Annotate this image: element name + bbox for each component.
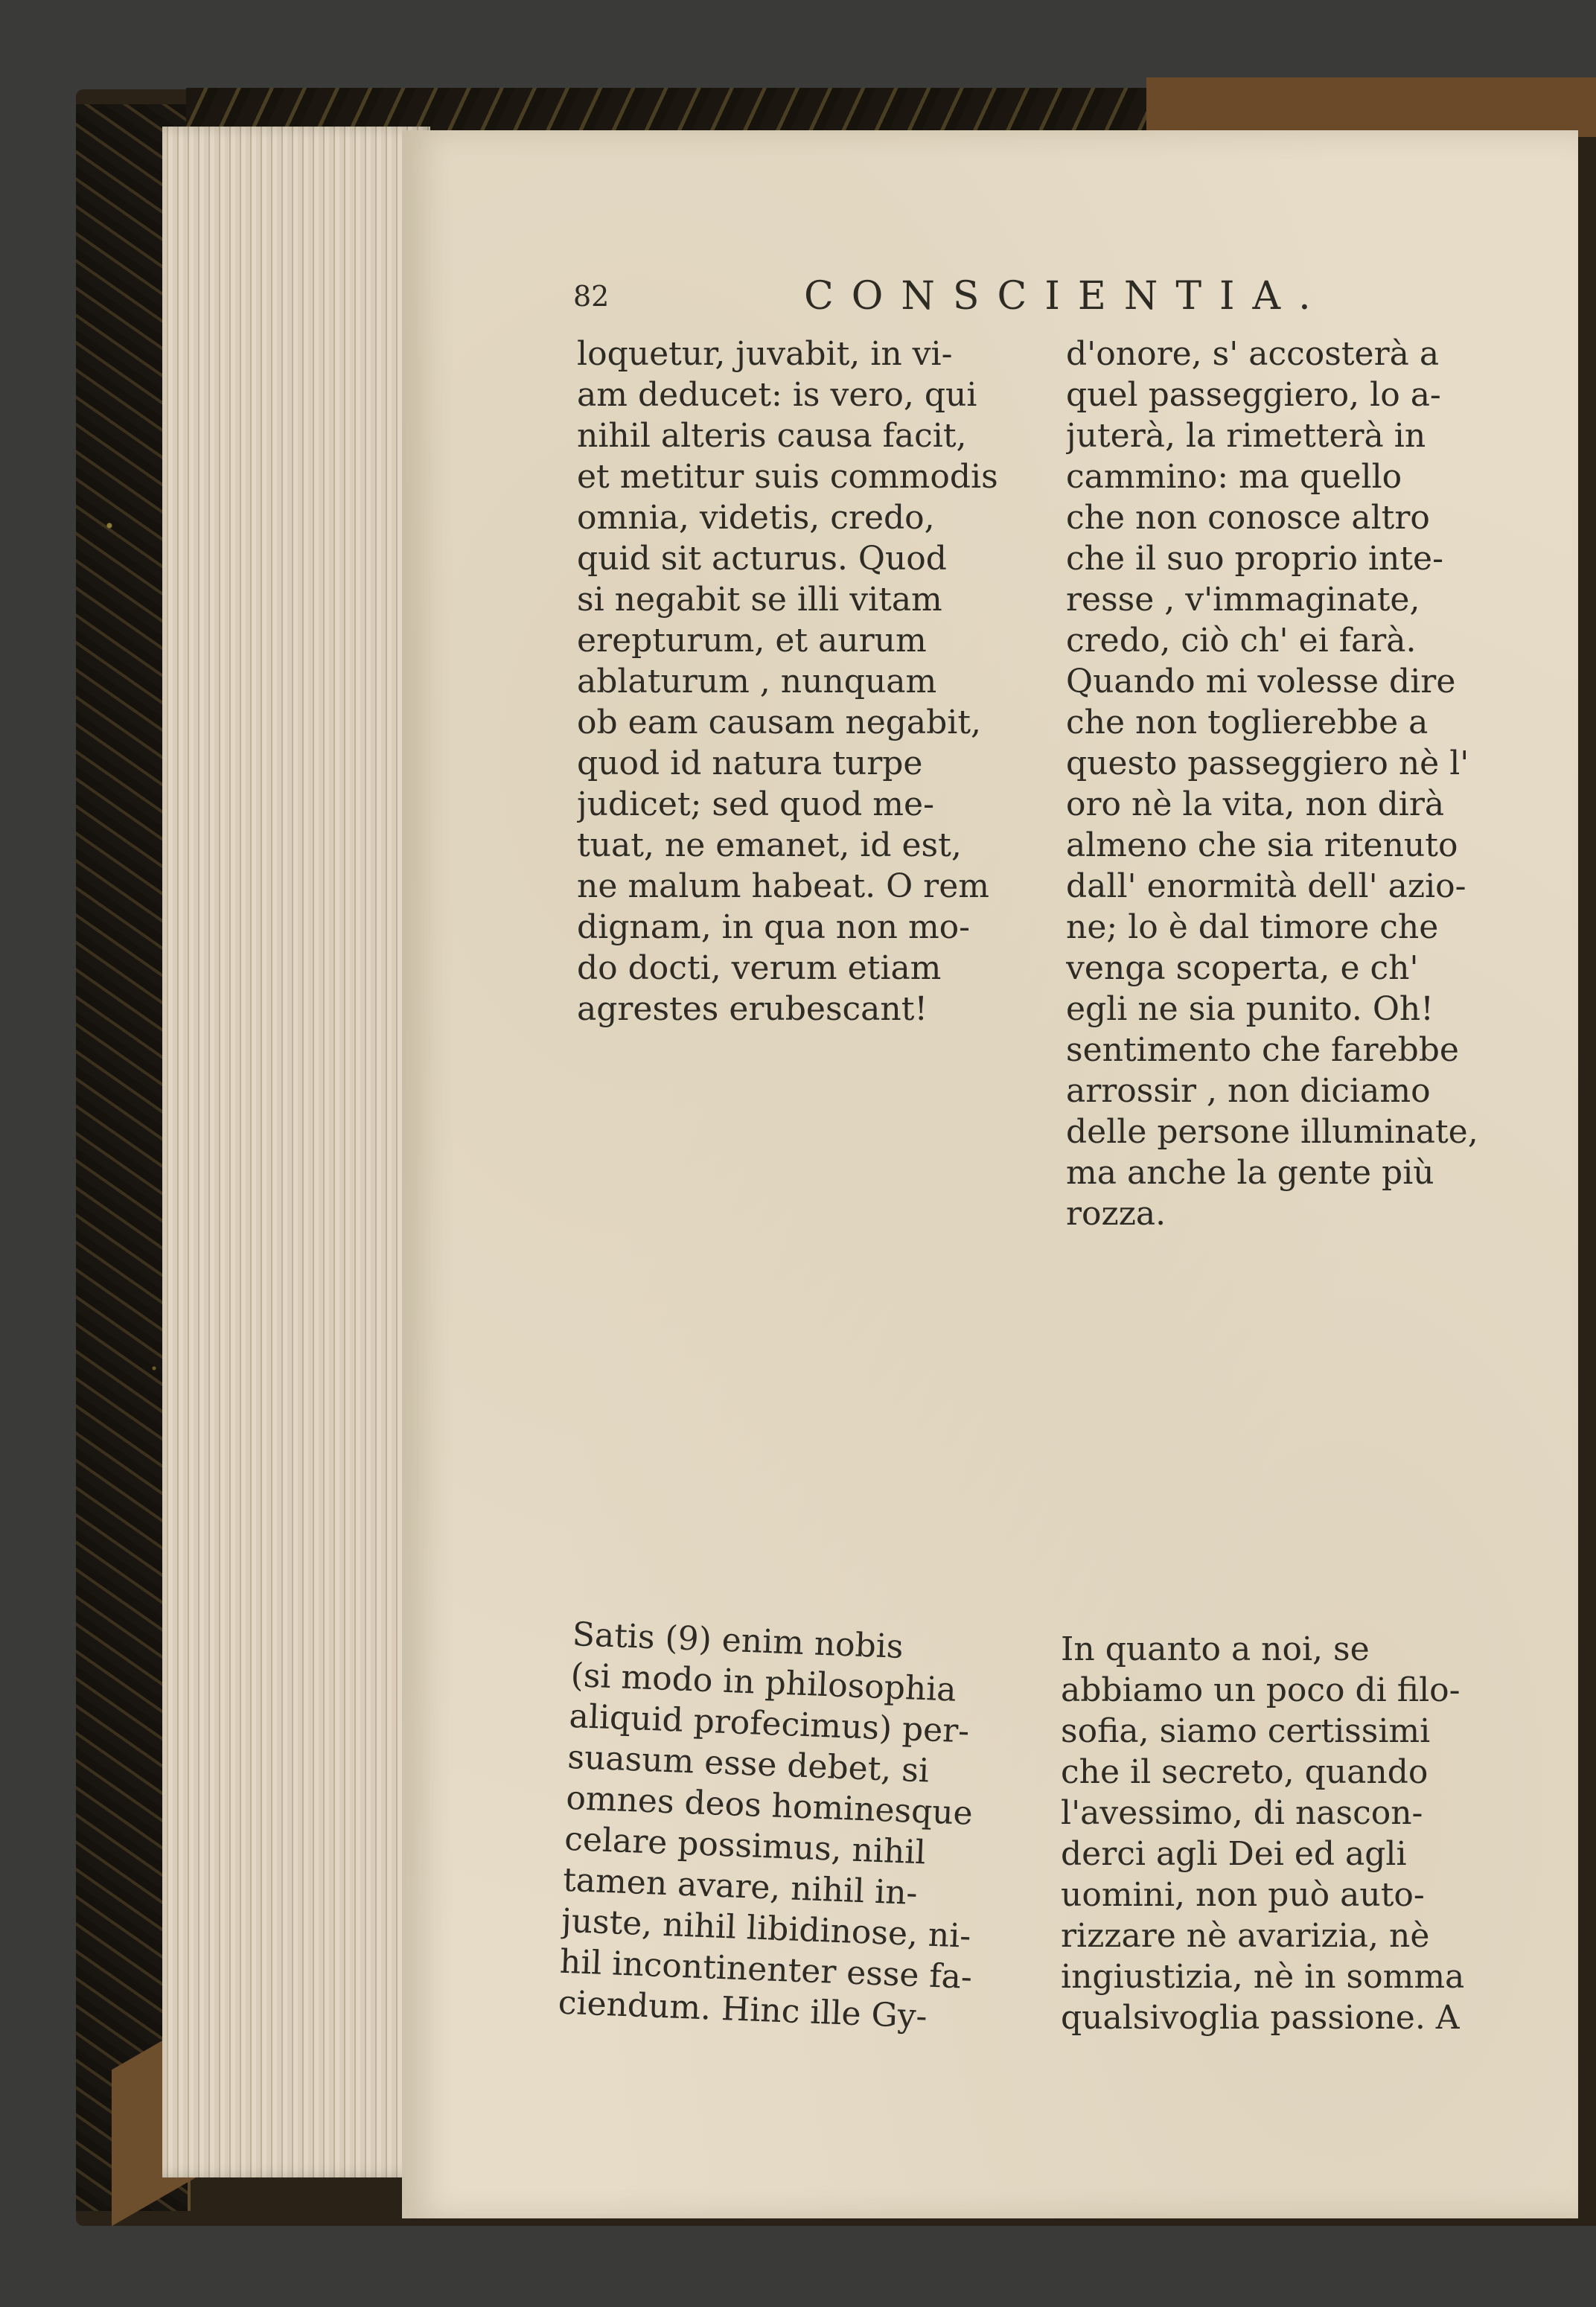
text-line: In quanto a noi, se	[1061, 1630, 1370, 1668]
text-line: qualsivoglia passione. A	[1061, 1999, 1460, 2037]
text-line: ablaturum , nunquam	[577, 663, 937, 701]
text-line: questo passeggiero nè l'	[1066, 744, 1469, 782]
text-line: et metitur suis commodis	[577, 458, 998, 496]
text-line: egli ne sia punito. Oh!	[1066, 990, 1434, 1028]
text-line: rozza.	[1066, 1195, 1166, 1233]
text-line: si negabit se illi vitam	[577, 581, 942, 619]
text-line: rizzare nè avarizia, nè	[1061, 1917, 1430, 1955]
text-line: ingiustizia, nè in somma	[1061, 1958, 1465, 1996]
text-line: oro nè la vita, non dirà	[1066, 785, 1445, 823]
text-line: dignam, in qua non mo-	[577, 908, 971, 946]
text-line: arrossir , non diciamo	[1066, 1072, 1431, 1110]
text-line: almeno che sia ritenuto	[1066, 826, 1458, 864]
text-line: cammino: ma quello	[1066, 458, 1402, 496]
latin-text-column-top	[577, 334, 1038, 1030]
text-line: ob eam causam negabit,	[577, 703, 982, 741]
text-line: sofia, siamo certissimi	[1061, 1712, 1431, 1750]
text-line: do docti, verum etiam	[577, 949, 942, 987]
running-head: CONSCIENTIA.	[804, 274, 1329, 319]
text-line: derci agli Dei ed agli	[1061, 1835, 1407, 1873]
text-line: quod id natura turpe	[577, 744, 923, 782]
text-line: quid sit acturus. Quod	[577, 540, 947, 578]
text-line: che il secreto, quando	[1061, 1753, 1429, 1791]
text-line: erepturum, et aurum	[577, 622, 927, 660]
text-line: d'onore, s' accosterà a	[1066, 335, 1440, 373]
text-line: ma anche la gente più	[1066, 1154, 1434, 1192]
italian-text-column-bottom	[1061, 1629, 1530, 2038]
text-line: (si modo in philosophia	[569, 1656, 957, 1709]
text-line: tamen avare, nihil in-	[562, 1860, 919, 1913]
text-line: credo, ciò ch' ei farà.	[1066, 622, 1417, 660]
page-number: 82	[573, 280, 610, 313]
text-line: judicet; sed quod me-	[577, 785, 934, 823]
marbled-cover-top	[186, 88, 1154, 133]
text-line: resse , v'immaginate,	[1066, 581, 1420, 619]
text-line: am deducet: is vero, qui	[577, 376, 977, 414]
text-line: che non toglierebbe a	[1066, 703, 1429, 741]
text-line: quel passeggiero, lo a-	[1066, 376, 1441, 414]
text-line: suasum esse debet, si	[566, 1738, 930, 1790]
text-line: sentimento che farebbe	[1066, 1031, 1459, 1069]
text-line: omnia, videtis, credo,	[577, 499, 935, 537]
text-line: juste, nihil libidinose, ni-	[561, 1901, 972, 1956]
page-stack-edges	[162, 127, 430, 2177]
text-line: ne; lo è dal timore che	[1066, 908, 1439, 946]
text-line: celare possimus, nihil	[564, 1819, 927, 1872]
text-line: aliquid profecimus) per-	[568, 1697, 971, 1751]
text-line: che il suo proprio inte-	[1066, 540, 1443, 578]
text-line: ciendum. Hinc ille Gy-	[557, 1983, 928, 2036]
text-line: agrestes erubescant!	[577, 990, 928, 1028]
text-line: dall' enormità dell' azio-	[1066, 867, 1466, 905]
text-line: l'avessimo, di nascon-	[1061, 1794, 1423, 1832]
text-line: abbiamo un poco di filo-	[1061, 1671, 1461, 1709]
text-line: venga scoperta, e ch'	[1066, 949, 1419, 987]
text-line: delle persone illuminate,	[1066, 1113, 1478, 1151]
text-line: juterà, la rimetterà in	[1066, 417, 1426, 455]
text-line: uomini, non può auto-	[1061, 1876, 1425, 1914]
page-header	[573, 274, 1548, 326]
leather-corner	[1146, 77, 1596, 137]
text-line: loquetur, juvabit, in vi-	[577, 335, 953, 373]
text-line: Quando mi volesse dire	[1066, 663, 1456, 701]
italian-text-column-top	[1066, 334, 1528, 1234]
text-line: omnes deos hominesque	[565, 1778, 974, 1833]
text-line: ne malum habeat. O rem	[577, 867, 989, 905]
text-line: Satis (9) enim nobis	[571, 1615, 904, 1667]
text-line: hil incontinenter esse fa-	[559, 1942, 973, 1997]
latin-text-column-bottom	[558, 1614, 1035, 2040]
text-line: tuat, ne emanet, id est,	[577, 826, 962, 864]
text-line: nihil alteris causa facit,	[577, 417, 967, 455]
text-line: che non conosce altro	[1066, 499, 1430, 537]
